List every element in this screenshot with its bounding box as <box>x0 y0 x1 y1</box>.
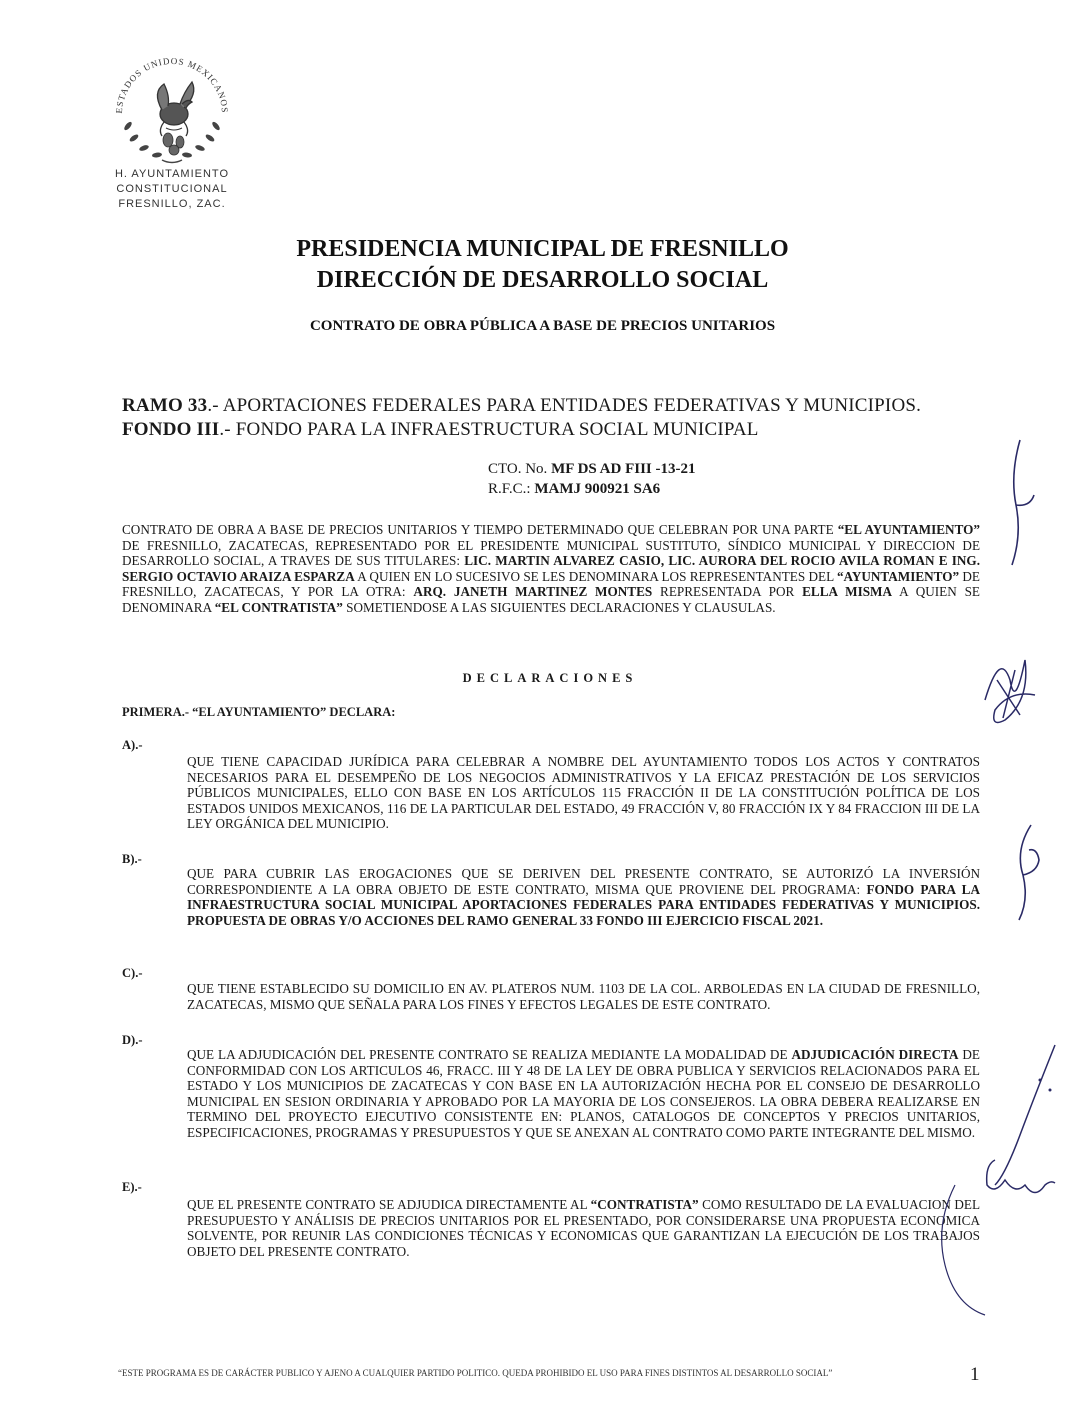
intro-text-4: DE FRESNILLO, ZACATECAS, Y POR LA OTRA: <box>122 568 980 600</box>
signature-initial-1 <box>990 435 1040 570</box>
rfc <box>488 481 660 498</box>
intro-text-7: SOMETIENDOSE A LAS SIGUIENTES DECLARACIONES Y CLAUSULAS. <box>342 599 776 615</box>
eagle-icon <box>157 82 193 136</box>
page-title-presidencia: PRESIDENCIA MUNICIPAL DE FRESNILLO <box>296 236 789 262</box>
ramo-label: RAMO 33 <box>122 395 208 416</box>
intro-text-2: DE FRESNILLO, ZACATECAS, REPRESENTADO POR EL PRESIDENTE MUNICIPAL SUSTITUTO, SÍNDICO MUNICIPAL Y DIRECCION DE DESARROLLO SOCIAL, A TRAVES DE SUS TITULARES: <box>122 537 980 569</box>
signature-large <box>925 1035 1075 1325</box>
intro-bold-ayuntamiento-2: “AYUNTAMIENTO” <box>836 568 960 584</box>
page-number: 1 <box>970 1364 980 1385</box>
intro-bold-contratista-name: ARQ. JANETH MARTINEZ MONTES <box>413 584 653 600</box>
clause-c-letter: C).- <box>122 966 143 980</box>
rfc-value: MAMJ 900921 SA6 <box>534 481 661 497</box>
ramo-line <box>122 395 921 417</box>
rfc-label: R.F.C.: <box>488 481 531 497</box>
clause-d-text-2: DE CONFORMIDAD CON LOS ARTICULOS 46, FRACC. III Y 48 DE LA LEY DE OBRA PUBLICA Y SERVICIOS RELACIONADOS PARA EL ESTADO Y LOS MUNICIPIOS DE ZACATECAS Y CON BASE EN LA AUTORIZACIÓN HECHA POR EL CONSEJO DE DESARROLLO MUNICIPAL EN SESION ORDINARIA Y APROBADO POR LA MAYORIA DE LOS CONSEJEROS. LA OBRA DEBERA REALIZARSE EN TERMINO DEL PROYECTO EJECUTIVO CONSISTENTE EN: PLANOS, CATALOGOS DE CONCEPTOS Y PRECIOS UNITARIOS, ESPECIFICACIONES, PROGRAMAS Y PRESUPUESTOS Y QUE SE ANEXAN AL CONTRATO COMO PARTE INTEGRANTE DEL MISMO. <box>187 1047 980 1140</box>
declaraciones-heading: DECLARACIONES <box>462 671 638 685</box>
clause-d-letter: D).- <box>122 1033 143 1047</box>
clause-e-text-1: QUE EL PRESENTE CONTRATO SE ADJUDICA DIRECTAMENTE AL <box>187 1197 591 1212</box>
clause-e-letter: E).- <box>122 1180 142 1194</box>
primera-heading: PRIMERA.- “EL AYUNTAMIENTO” DECLARA: <box>122 705 396 719</box>
letterhead-line-ayuntamiento: H. AYUNTAMIENTO <box>114 168 229 180</box>
contract-number-label: CTO. No. <box>488 461 548 477</box>
clause-b-bold-program: FONDO PARA LA INFRAESTRUCTURA SOCIAL MUNICIPAL APORTACIONES FEDERALES PARA ENTIDADES FEDERATIVAS Y MUNICIPIOS. PROPUESTA DE OBRAS Y/O ACCIONES DEL RAMO GENERAL 33 FONDO III EJERCICIO FISCAL 2021. <box>187 881 980 928</box>
clause-b-text-1: QUE PARA CUBRIR LAS EROGACIONES QUE SE DERIVEN DEL PRESENTE CONTRATO, SE AUTORIZÓ LA INVERSIÓN CORRESPONDIENTE A LA OBRA OBJETO DE ESTE CONTRATO, MISMA QUE PROVIENE DEL PROGRAMA: <box>187 866 980 897</box>
ramo-text: .- APORTACIONES FEDERALES PARA ENTIDADES FEDERATIVAS Y MUNICIPIOS. <box>207 395 922 416</box>
intro-bold-el-contratista: “EL CONTRATISTA” <box>214 599 343 615</box>
page-subtitle: CONTRATO DE OBRA PÚBLICA A BASE DE PRECIOS UNITARIOS <box>309 318 776 334</box>
clause-b-letter: B).- <box>122 852 142 866</box>
clause-d-text-1: QUE LA ADJUDICACIÓN DEL PRESENTE CONTRATO SE REALIZA MEDIANTE LA MODALIDAD DE <box>187 1047 792 1062</box>
contract-number <box>488 461 696 478</box>
clause-c-text: QUE TIENE ESTABLECIDO SU DOMICILIO EN AV. PLATEROS NUM. 1103 DE LA COL. ARBOLEDAS EN LA CIUDAD DE FRESNILLO, ZACATECAS, MISMO QUE SEÑALA PARA LOS FINES Y EFECTOS LEGALES DE ESTE CONTRATO. <box>187 981 980 1012</box>
clause-b-text <box>187 866 980 928</box>
letterhead-line-constitucional: CONSTITUCIONAL <box>116 183 228 195</box>
intro-bold-titulares: LIC. MARTIN ALVAREZ CASIO, LIC. AURORA DEL ROCIO AVILA ROMAN E ING. SERGIO OCTAVIO ARAIZA ESPARZA <box>122 553 980 584</box>
cactus-icon <box>163 133 184 155</box>
letterhead-line-city: FRESNILLO, ZAC. <box>118 198 226 210</box>
coat-of-arms-seal <box>104 52 240 170</box>
clause-d-bold-adjudicacion: ADJUDICACIÓN DIRECTA <box>791 1047 959 1062</box>
footer-disclaimer: “ESTE PROGRAMA ES DE CARÁCTER PUBLICO Y AJENO A CUALQUIER PARTIDO POLITICO. QUEDA PROHIBIDO EL USO PARA FINES DISTINTOS AL DESARROLLO SOCIAL” <box>118 1368 833 1378</box>
intro-bold-ayuntamiento: “EL AYUNTAMIENTO” <box>837 522 980 537</box>
contract-number-value: MF DS AD FIII -13-21 <box>551 461 696 477</box>
fondo-line <box>122 419 759 441</box>
clause-e-bold-contratista: “CONTRATISTA” <box>590 1197 699 1212</box>
fondo-text: .- FONDO PARA LA INFRAESTRUCTURA SOCIAL MUNICIPAL <box>219 419 759 440</box>
seal-legend: ESTADOS UNIDOS MEXICANOS <box>113 55 231 114</box>
intro-text-3: A QUIEN EN LO SUCESIVO SE LES DENOMINARA LOS REPRESENTANTES DEL <box>354 568 837 584</box>
clause-a-letter: A).- <box>122 738 143 752</box>
page-title-direccion: DIRECCIÓN DE DESARROLLO SOCIAL <box>316 267 769 293</box>
intro-paragraph <box>122 522 980 616</box>
intro-text-6: A QUIEN SE DENOMINARA <box>122 584 980 615</box>
clause-e-text-2: COMO RESULTADO DE LA EVALUACION DEL PRESUPUESTO Y ANÁLISIS DE PRECIOS UNITARIOS POR EL PRESENTADO, POR CONSIDERARSE UNA PROPUESTA ECONOMICA SOLVENTE, POR REUNIR LAS CONDICIONES TÉCNICAS Y ECONOMICAS QUE GARANTIZAN LA EJECUCIÓN DE LOS TRABAJOS OBJETO DEL PRESENTE CONTRATO. <box>187 1197 981 1259</box>
clause-d-text <box>187 1047 980 1141</box>
fondo-label: FONDO III <box>122 419 220 440</box>
intro-text-5: REPRESENTADA POR <box>652 584 803 600</box>
clause-a-text: QUE TIENE CAPACIDAD JURÍDICA PARA CELEBRAR A NOMBRE DEL AYUNTAMIENTO TODOS LOS ACTOS Y CONTRATOS NECESARIOS PARA EL DESEMPEÑO DE LOS NEGOCIOS ADMINISTRATIVOS Y LA EFICAZ PRESTACIÓN DE LOS SERVICIOS PÚBLICOS MUNICIPALES, ELLO CON BASE EN LOS ARTÍCULOS 115 FRACCIÓN II DE LA CONSTITUCIÓN POLÍTICA DE LOS ESTADOS UNIDOS MEXICANOS, 116 DE LA PARTICULAR DEL ESTADO, 49 FRACCIÓN V, 80 FRACCIÓN IX Y 84 FRACCION III DE LA LEY ORGÁNICA DEL MUNICIPIO. <box>187 754 980 832</box>
signature-initial-3 <box>1005 820 1045 925</box>
intro-text-1: CONTRATO DE OBRA A BASE DE PRECIOS UNITARIOS Y TIEMPO DETERMINADO QUE CELEBRAN POR UNA PARTE <box>122 522 838 537</box>
intro-bold-ella-misma: ELLA MISMA <box>802 584 893 600</box>
signature-initial-2 <box>975 640 1045 735</box>
clause-e-text <box>187 1197 980 1259</box>
